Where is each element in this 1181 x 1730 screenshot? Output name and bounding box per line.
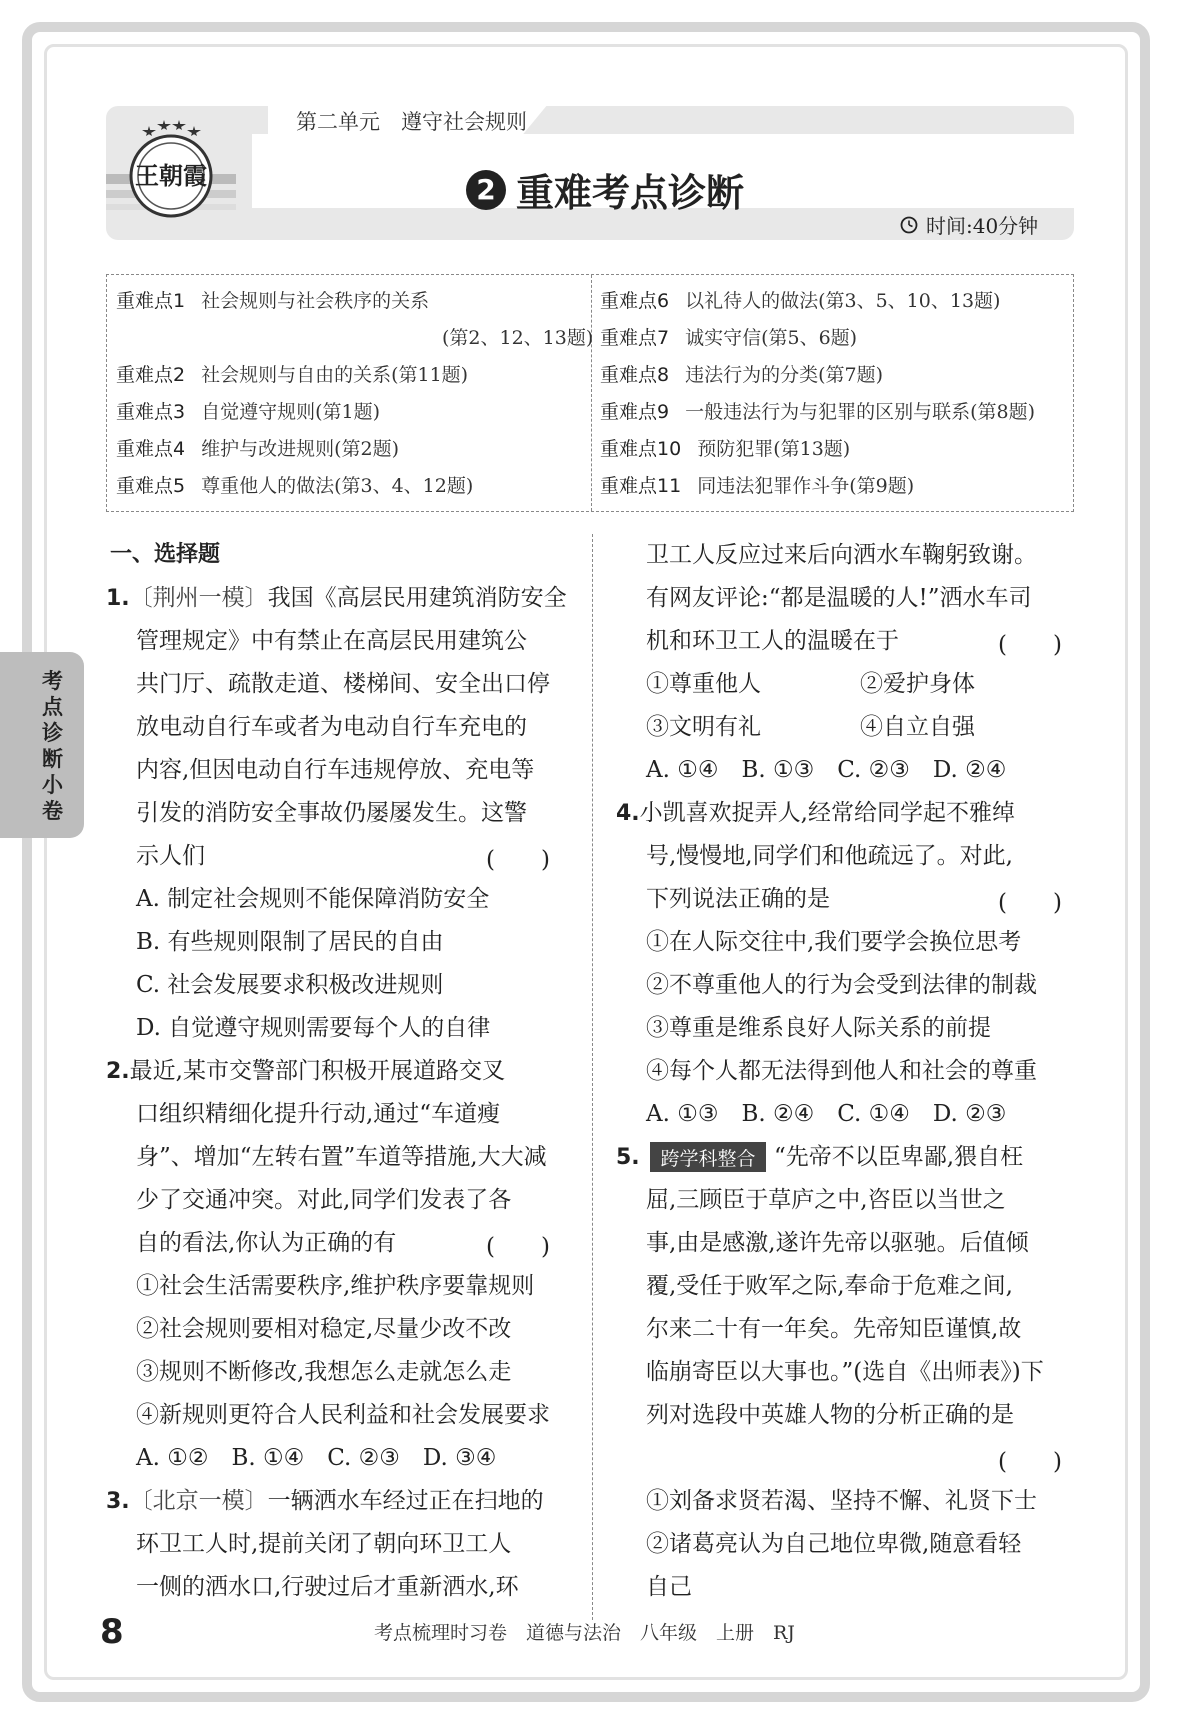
q1-option-b: B. 有些规则限制了居民的自由 [136, 929, 444, 955]
q5-line-6: 临崩寄臣以大事也。”(选自《出师表》)下 [646, 1359, 1044, 1385]
title-text: 重难考点诊断 [516, 171, 745, 215]
key-point-5: 重难点5 尊重他人的做法(第3、4、12题) [116, 475, 474, 497]
q2-line-5: 自的看法,你认为正确的有 [136, 1230, 397, 1256]
q2-line-2: 口组织精细化提升行动,通过“车道瘦 [136, 1101, 501, 1127]
key-point-9: 重难点9 一般违法行为与犯罪的区别与联系(第8题) [600, 401, 1036, 423]
key-point-6: 重难点6 以礼待人的做法(第3、5、10、13题) [600, 290, 1001, 312]
q5-line-3: 事,由是感激,遂许先帝以驱驰。后值倾 [646, 1230, 1029, 1256]
q1-line-5: 内容,但因电动自行车违规停放、充电等 [136, 757, 535, 783]
q3-statement-1: ①尊重他人 [646, 671, 761, 697]
key-point-8: 重难点8 违法行为的分类(第7题) [600, 364, 884, 386]
key-point-10: 重难点10 预防犯罪(第13题) [600, 438, 851, 460]
q2-statement-4: ④新规则更符合人民利益和社会发展要求 [136, 1402, 550, 1428]
q5-statement-1: ①刘备求贤若渴、坚持不懈、礼贤下士 [646, 1488, 1037, 1514]
q1-line-3: 共门厅、疏散走道、楼梯间、安全出口停 [136, 671, 550, 697]
q4-line-2: 号,慢慢地,同学们和他疏远了。对此, [646, 843, 1013, 869]
footer-text: 考点梳理时习卷 道德与法治 八年级 上册 RJ [374, 1622, 795, 1644]
q3-answer-choices: A. ①④ B. ①③ C. ②③ D. ②④ [646, 757, 1007, 783]
key-point-7: 重难点7 诚实守信(第5、6题) [600, 327, 858, 349]
q4-answer-blank[interactable]: ( ) [998, 890, 1062, 916]
q5-line-4: 覆,受任于败军之际,奉命于危难之间, [646, 1273, 1013, 1299]
q2-line-1: 2.最近,某市交警部门积极开展道路交叉 [106, 1058, 505, 1084]
key-point-4: 重难点4 维护与改进规则(第2题) [116, 438, 400, 460]
q4-statement-3: ③尊重是维系良好人际关系的前提 [646, 1015, 991, 1041]
q4-line-3: 下列说法正确的是 [646, 886, 830, 912]
time-limit [900, 210, 1038, 239]
q1-option-c: C. 社会发展要求积极改进规则 [136, 972, 444, 998]
q3-line-6: 机和环卫工人的温暖在于 [646, 628, 899, 654]
q2-line-3: 身”、增加“左转右置”车道等措施,大大减 [136, 1144, 547, 1170]
q3-line-3: 一侧的洒水口,行驶过后才重新洒水,环 [136, 1574, 519, 1600]
q1-line-7: 示人们 [136, 843, 205, 869]
q2-line-4: 少了交通冲突。对此,同学们发表了各 [136, 1187, 512, 1213]
logo-text: 王朝霞 [135, 161, 207, 190]
page-title [466, 162, 744, 217]
q5-statement-2-cont: 自己 [646, 1574, 692, 1600]
q4-statement-2: ②不尊重他人的行为会受到法律的制裁 [646, 972, 1037, 998]
publisher-logo [106, 116, 236, 234]
q2-statement-2: ②社会规则要相对稳定,尽量少改不改 [136, 1316, 512, 1342]
q1-line-1: 1.〔荆州一模〕我国《高层民用建筑消防安全 [106, 585, 567, 611]
q3-line-2: 环卫工人时,提前关闭了朝向环卫工人 [136, 1531, 512, 1557]
q5-line-1: “先帝不以臣卑鄙,猥自枉 [774, 1144, 1024, 1170]
q4-answer-choices: A. ①③ B. ②④ C. ①④ D. ②③ [646, 1101, 1007, 1127]
q4-line-1: 4.小凯喜欢捉弄人,经常给同学起不雅绰 [616, 800, 1015, 826]
q2-statement-3: ③规则不断修改,我想怎么走就怎么走 [136, 1359, 512, 1385]
q5-answer-blank[interactable]: ( ) [998, 1449, 1062, 1475]
q2-answer-blank[interactable]: ( ) [486, 1234, 550, 1260]
key-point-11: 重难点11 同违法犯罪作斗争(第9题) [600, 475, 915, 497]
q5-line-5: 尔来二十有一年矣。先帝知臣谨慎,故 [646, 1316, 1022, 1342]
title-number-badge: 2 [466, 170, 506, 210]
q1-line-6: 引发的消防安全事故仍屡屡发生。这警 [136, 800, 527, 826]
q3-line-1: 3.〔北京一模〕一辆洒水车经过正在扫地的 [106, 1488, 544, 1514]
q1-option-d: D. 自觉遵守规则需要每个人的自律 [136, 1015, 491, 1041]
section-title: 一、选择题 [110, 542, 221, 567]
key-point-2: 重难点2 社会规则与自由的关系(第11题) [116, 364, 469, 386]
key-point-1-questions: (第2、12、13题) [442, 327, 594, 349]
unit-label: 第二单元 遵守社会规则 [296, 110, 527, 134]
side-tab-label: 考点诊断小卷 [42, 669, 63, 823]
q3-statement-4: ④自立自强 [860, 714, 975, 740]
q4-statement-1: ①在人际交往中,我们要学会换位思考 [646, 929, 1022, 955]
column-divider [592, 534, 593, 1620]
key-point-1: 重难点1 社会规则与社会秩序的关系 [116, 290, 430, 312]
q3-statement-2: ②爱护身体 [860, 671, 975, 697]
page-number: 8 [100, 1612, 124, 1652]
q1-answer-blank[interactable]: ( ) [486, 847, 550, 873]
time-text: 时间:40分钟 [926, 214, 1039, 238]
q5-number: 5. [616, 1145, 640, 1170]
q1-line-4: 放电动自行车或者为电动自行车充电的 [136, 714, 527, 740]
q1-option-a: A. 制定社会规则不能保障消防安全 [136, 886, 490, 912]
q3-line-4: 卫工人反应过来后向洒水车鞠躬致谢。 [646, 542, 1037, 568]
key-point-3: 重难点3 自觉遵守规则(第1题) [116, 401, 381, 423]
q5-line-2: 屈,三顾臣于草庐之中,咨臣以当世之 [646, 1187, 1006, 1213]
q2-answer-choices: A. ①② B. ①④ C. ②③ D. ③④ [136, 1445, 497, 1471]
q5-line-7: 列对选段中英雄人物的分析正确的是 [646, 1402, 1014, 1428]
q4-statement-4: ④每个人都无法得到他人和社会的尊重 [646, 1058, 1037, 1084]
q3-line-5: 有网友评论:“都是温暖的人!”洒水车司 [646, 585, 1032, 611]
q3-answer-blank[interactable]: ( ) [998, 632, 1062, 658]
q1-line-2: 管理规定》中有禁止在高层民用建筑公 [136, 628, 527, 654]
q3-statement-3: ③文明有礼 [646, 714, 761, 740]
clock-icon [900, 216, 918, 234]
interdisciplinary-tag: 跨学科整合 [650, 1142, 766, 1172]
key-points-divider [591, 275, 592, 511]
q5-statement-2: ②诸葛亮认为自己地位卑微,随意看轻 [646, 1531, 1022, 1557]
q2-statement-1: ①社会生活需要秩序,维护秩序要靠规则 [136, 1273, 535, 1299]
